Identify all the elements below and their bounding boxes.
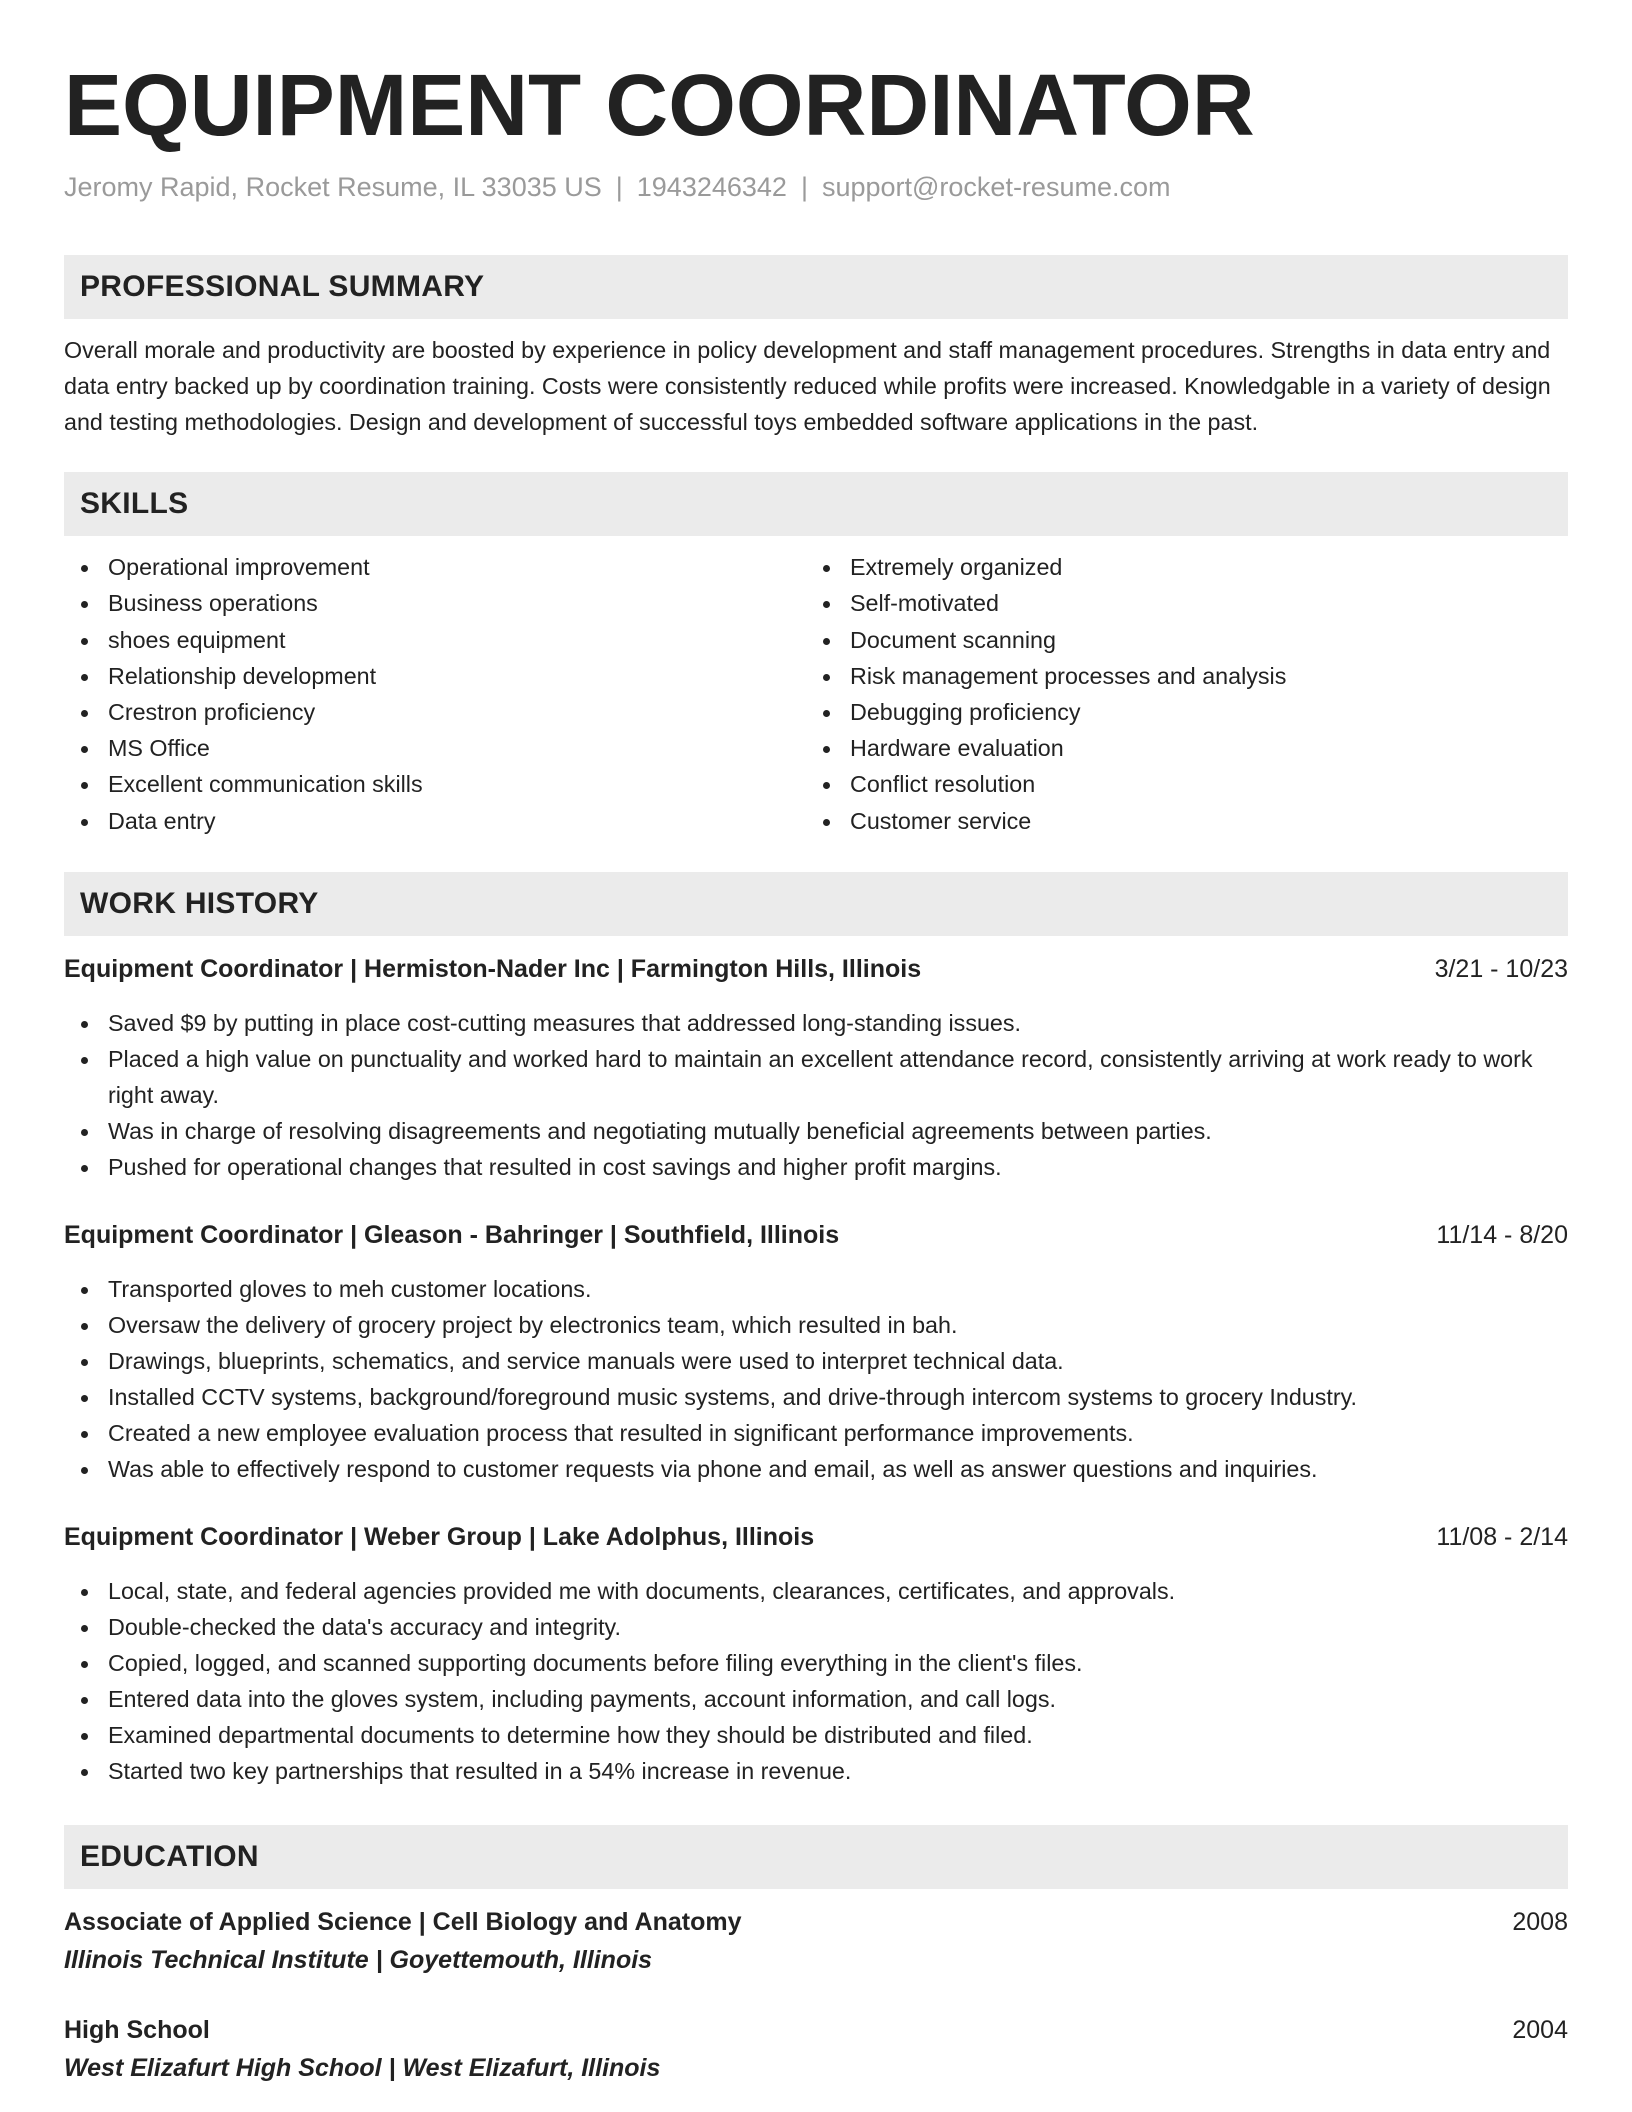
job-bullet: Oversaw the delivery of grocery project by electronics team, which resulted in bah.: [64, 1307, 1568, 1343]
skills-heading: SKILLS: [64, 472, 1568, 536]
job-bullet: Examined departmental documents to determine how they should be distributed and filed.: [64, 1717, 1568, 1753]
contact-line: [64, 170, 1568, 205]
job-bullet: Was able to effectively respond to customer requests via phone and email, as well as answer questions and inquiries.: [64, 1451, 1568, 1487]
job-bullet: Installed CCTV systems, background/foreground music systems, and drive-through intercom systems to grocery Industry.: [64, 1379, 1568, 1415]
summary-heading: PROFESSIONAL SUMMARY: [64, 255, 1568, 319]
job-entry: [64, 951, 1568, 1185]
job-header: [64, 1217, 1568, 1253]
skill-item: MS Office: [64, 730, 806, 766]
job-bullet: Created a new employee evaluation process that resulted in significant performance improvements.: [64, 1415, 1568, 1451]
skill-item: Self-motivated: [806, 585, 1548, 621]
contact-address: Jeromy Rapid, Rocket Resume, IL 33035 US: [64, 172, 602, 202]
education-year: 2004: [1512, 2015, 1568, 2044]
job-dates: 11/14 - 8/20: [1436, 1220, 1568, 1249]
job-bullet: Double-checked the data's accuracy and integrity.: [64, 1609, 1568, 1645]
contact-email[interactable]: support@rocket-resume.com: [821, 172, 1171, 202]
skill-item: Data entry: [64, 803, 806, 839]
job-entry: [64, 1217, 1568, 1487]
skill-item: Customer service: [806, 803, 1548, 839]
job-dates: 3/21 - 10/23: [1434, 954, 1568, 983]
candidate-title: EQUIPMENT COORDINATOR: [64, 57, 1255, 154]
job-entry: [64, 1519, 1568, 1789]
summary-section: [64, 255, 1568, 440]
work-history-section: [64, 872, 1568, 1789]
skill-item: shoes equipment: [64, 622, 806, 658]
job-bullets: [64, 1005, 1568, 1185]
skill-item: Excellent communication skills: [64, 766, 806, 802]
skills-list-right: [806, 549, 1548, 839]
education-section: [64, 1825, 1568, 2086]
education-header: [64, 1904, 1568, 1940]
skill-item: Extremely organized: [806, 549, 1548, 585]
skills-section: [64, 472, 1568, 839]
skill-item: Debugging proficiency: [806, 694, 1548, 730]
job-bullet: Started two key partnerships that resulted in a 54% increase in revenue.: [64, 1753, 1568, 1789]
skill-item: Operational improvement: [64, 549, 806, 585]
job-title: Equipment Coordinator | Hermiston-Nader Inc | Farmington Hills, Illinois: [64, 954, 922, 983]
skills-columns: [64, 549, 1568, 839]
job-dates: 11/08 - 2/14: [1436, 1522, 1568, 1551]
job-bullet: Transported gloves to meh customer locations.: [64, 1271, 1568, 1307]
skill-item: Hardware evaluation: [806, 730, 1548, 766]
education-year: 2008: [1512, 1907, 1568, 1936]
contact-separator: |: [615, 172, 623, 202]
skill-item: Relationship development: [64, 658, 806, 694]
job-bullets: [64, 1573, 1568, 1789]
education-degree: High School: [64, 2015, 210, 2044]
job-bullet: Was in charge of resolving disagreements and negotiating mutually beneficial agreements between parties.: [64, 1113, 1568, 1149]
skill-item: Business operations: [64, 585, 806, 621]
education-header: [64, 2012, 1568, 2048]
resume-page: [64, 52, 1568, 2086]
job-title: Equipment Coordinator | Gleason - Bahringer | Southfield, Illinois: [64, 1220, 840, 1249]
skill-item: Conflict resolution: [806, 766, 1548, 802]
job-bullet: Saved $9 by putting in place cost-cutting measures that addressed long-standing issues.: [64, 1005, 1568, 1041]
work-history-heading: WORK HISTORY: [64, 872, 1568, 936]
skill-item: Risk management processes and analysis: [806, 658, 1548, 694]
education-heading: EDUCATION: [64, 1825, 1568, 1889]
skill-item: Crestron proficiency: [64, 694, 806, 730]
job-bullet: Placed a high value on punctuality and worked hard to maintain an excellent attendance record, consistently arriving at work ready to work right away.: [64, 1041, 1568, 1113]
job-bullet: Local, state, and federal agencies provided me with documents, clearances, certificates, and approvals.: [64, 1573, 1568, 1609]
skills-list-left: [64, 549, 806, 839]
education-entry: [64, 2012, 1568, 2086]
contact-phone: 1943246342: [636, 172, 787, 202]
education-entry: [64, 1904, 1568, 1978]
education-school: West Elizafurt High School | West Elizafurt, Illinois: [64, 2053, 661, 2082]
job-bullet: Drawings, blueprints, schematics, and service manuals were used to interpret technical data.: [64, 1343, 1568, 1379]
job-bullet: Entered data into the gloves system, including payments, account information, and call logs.: [64, 1681, 1568, 1717]
job-header: [64, 1519, 1568, 1555]
job-bullets: [64, 1271, 1568, 1487]
education-school: Illinois Technical Institute | Goyettemouth, Illinois: [64, 1945, 653, 1974]
job-bullet: Copied, logged, and scanned supporting documents before filing everything in the client's files.: [64, 1645, 1568, 1681]
summary-text: Overall morale and productivity are boosted by experience in policy development and staff management procedures. Strengths in data entry and data entry backed up by coordination training. Costs were consistently reduced while profits were increased. Knowledgable in a variety of design and testing methodologies. Design and development of successful toys embedded software applications in the past.: [64, 337, 1551, 436]
job-header: [64, 951, 1568, 987]
job-title: Equipment Coordinator | Weber Group | Lake Adolphus, Illinois: [64, 1522, 815, 1551]
contact-separator: |: [800, 172, 808, 202]
education-degree: Associate of Applied Science | Cell Biology and Anatomy: [64, 1907, 742, 1936]
skill-item: Document scanning: [806, 622, 1548, 658]
job-bullet: Pushed for operational changes that resulted in cost savings and higher profit margins.: [64, 1149, 1568, 1185]
